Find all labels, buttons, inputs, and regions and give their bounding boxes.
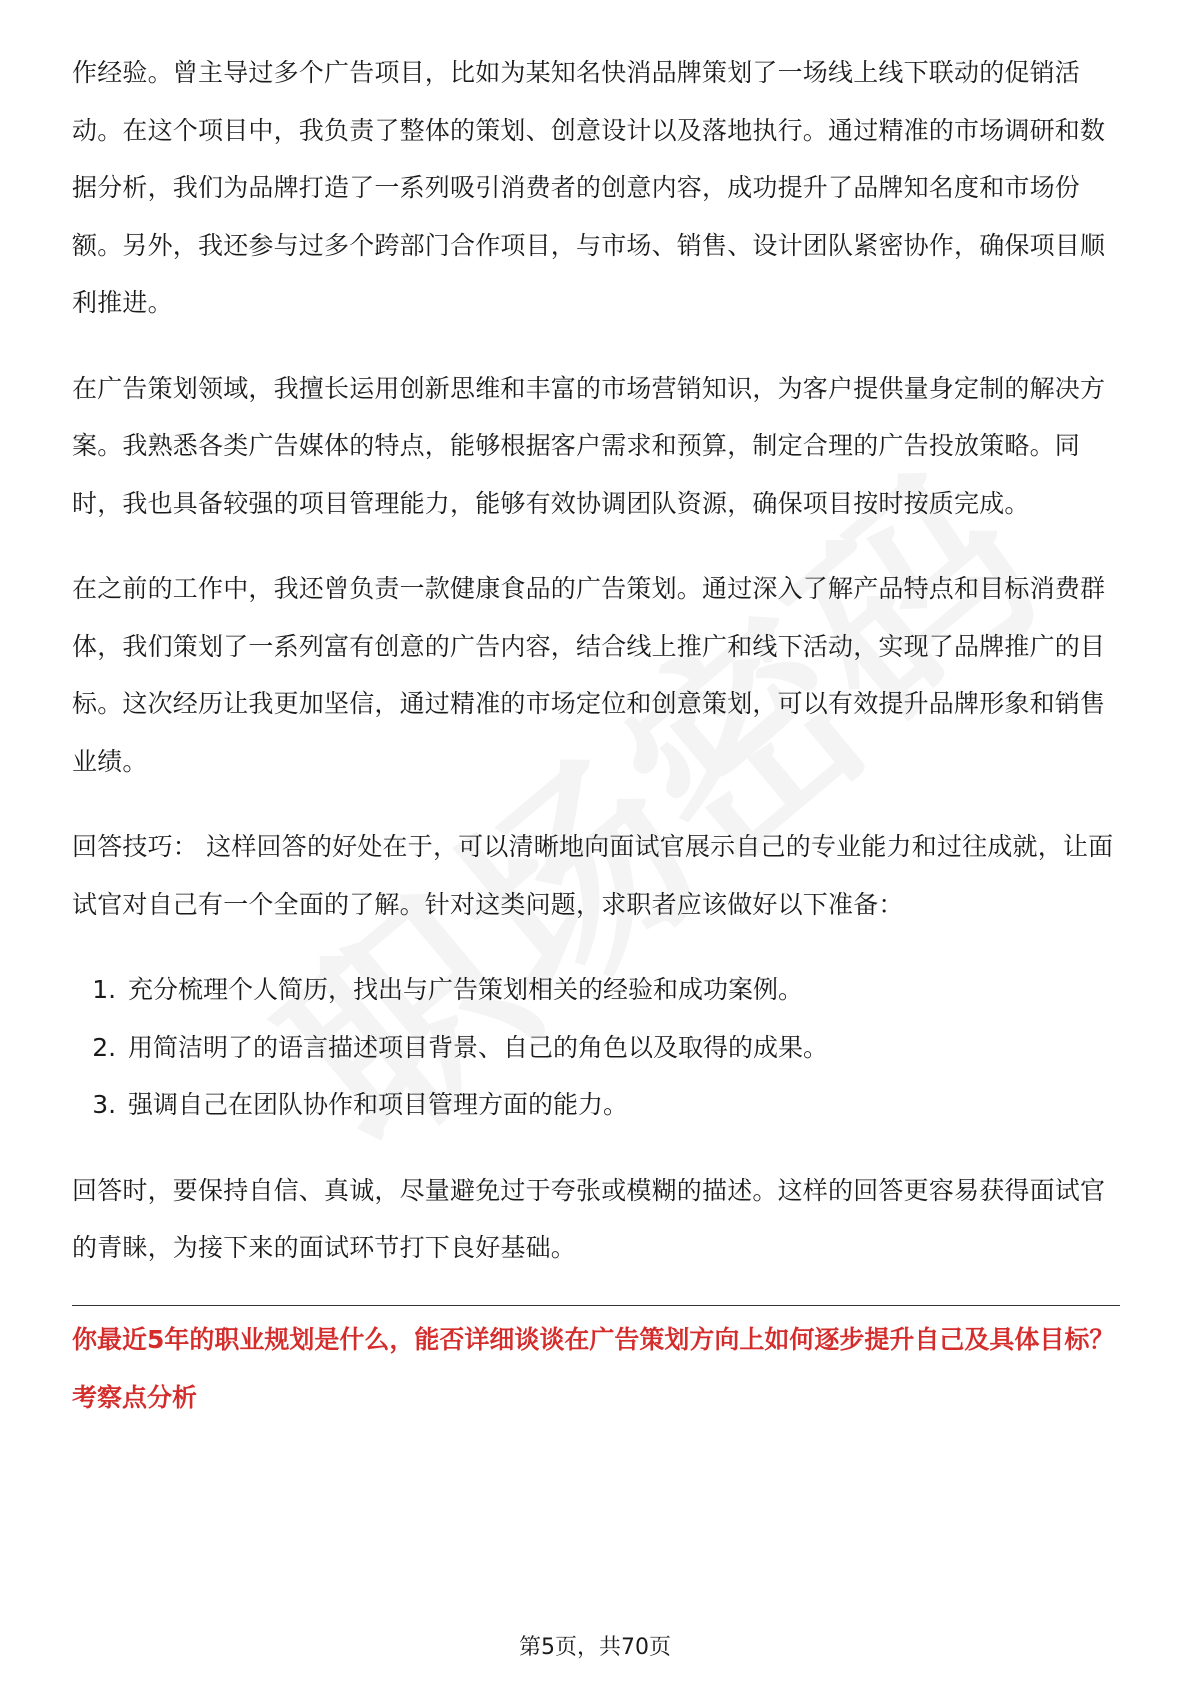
- page-number-footer: 第5页，共70页: [519, 1635, 671, 1660]
- page-content: [72, 44, 1120, 1416]
- paragraph-skills: 在广告策划领域，我擅长运用创新思维和丰富的市场营销知识，为客户提供量身定制的解决方案。我熟悉各类广告媒体的特点，能够根据客户需求和预算，制定合理的广告投放策略。同时，我也具备较强的项目管理能力，能够有效协调团队资源，确保项目按时按质完成。: [72, 373, 1106, 518]
- list-item: 2. 用简洁明了的语言描述项目背景、自己的角色以及取得的成果。: [124, 1019, 1120, 1077]
- paragraph-previous-work: 在之前的工作中，我还曾负责一款健康食品的广告策划。通过深入了解产品特点和目标消费群体，我们策划了一系列富有创意的广告内容，结合线上推广和线下活动，实现了品牌推广的目标。这次经历让我更加坚信，通过精准的市场定位和创意策划，可以有效提升品牌形象和销售业绩。: [72, 574, 1106, 776]
- next-question-heading: 你最近5年的职业规划是什么，能否详细谈谈在广告策划方向上如何逐步提升自己及具体目标？: [72, 1324, 1115, 1354]
- list-item: 3. 强调自己在团队协作和项目管理方面的能力。: [124, 1076, 1120, 1134]
- paragraph-experience: 作经验。曾主导过多个广告项目，比如为某知名快消品牌策划了一场线上线下联动的促销活动。在这个项目中，我负责了整体的策划、创意设计以及落地执行。通过精准的市场调研和数据分析，我们为品牌打造了一系列吸引消费者的创意内容，成功提升了品牌知名度和市场份额。另外，我还参与过多个跨部门合作项目，与市场、销售、设计团队紧密协作，确保项目顺利推进。: [72, 58, 1106, 317]
- section-divider: [72, 1305, 1120, 1306]
- paragraph-closing: 回答时，要保持自信、真诚，尽量避免过于夸张或模糊的描述。这样的回答更容易获得面试官的青睐，为接下来的面试环节打下良好基础。: [72, 1175, 1106, 1262]
- paragraph-answer-tips: 回答技巧： 这样回答的好处在于，可以清晰地向面试官展示自己的专业能力和过往成就，让面试官对自己有一个全面的了解。针对这类问题，求职者应该做好以下准备：: [72, 832, 1114, 919]
- list-item: 1. 充分梳理个人简历，找出与广告策划相关的经验和成功案例。: [124, 961, 1120, 1019]
- tips-list: [72, 961, 1120, 1134]
- analysis-subheading: 考察点分析: [72, 1382, 198, 1412]
